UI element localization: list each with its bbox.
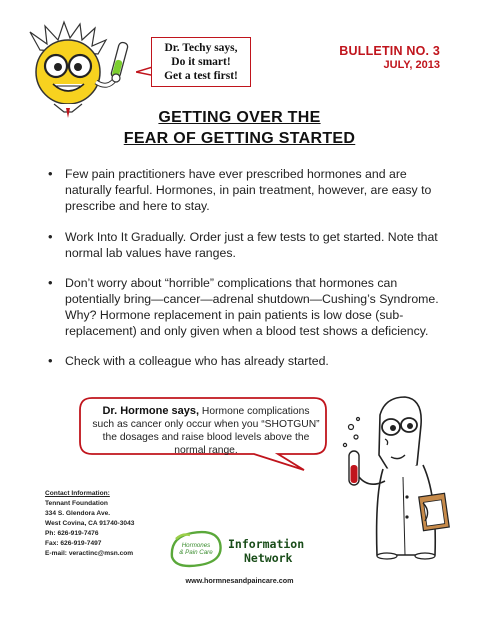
contact-information [45,489,165,559]
bulletin-header [320,44,440,71]
website-url: www.hormnesandpaincare.com [185,576,294,585]
title-line-1: GETTING OVER THE [158,109,321,126]
bulletin-date: JULY, 2013 [383,59,440,71]
techy-line-3: Get a test first! [164,70,238,82]
list-item: • Check with a colleague who has already started. [48,353,448,369]
techy-line-1: Dr. Techy says, [164,42,238,54]
bullet-list [48,166,448,383]
contact-line: 334 S. Glendora Ave. [45,510,111,517]
dr-hormone-text [91,405,321,457]
logo-text [176,542,216,556]
contact-line: E-mail: veractinc@msn.com [45,550,134,557]
list-item: • Don’t worry about “horrible” complications that hormones can potentially bring—cancer—adrenal shutdown—Cushing’s Syndrome. Why? Hormone replacement in pain patients is low dose (sub-replacement) and only given when a blood test shows a deficiency. [48,275,448,339]
dr-techy-speech-box [151,37,251,87]
contact-heading: Contact Information: [45,490,110,497]
dr-hormone-message: Hormone complications such as cancer only occur when you “SHOTGUN” the dosages and raise blood levels above the normal range. [92,406,320,456]
network-line-2: Network [244,551,293,565]
dr-hormone-label: Dr. Hormone says, [102,405,200,417]
title-line-2: FEAR OF GETTING STARTED [123,130,356,147]
information-network-title [228,537,348,565]
page-title [0,107,479,149]
dr-hormone-illustration [325,385,460,560]
contact-line: West Covina, CA 91740-3043 [45,520,135,527]
contact-line: Tennant Foundation [45,500,108,507]
network-line-1: Information [228,537,305,551]
techy-line-2: Do it smart! [171,56,231,68]
logo-line-1: Hormones [181,542,211,549]
contact-line: Fax: 626-919-7497 [45,540,102,547]
contact-line: Ph: 626-919-7476 [45,530,99,537]
bulletin-number: BULLETIN NO. 3 [339,44,440,58]
logo-line-2: & Pain Care [179,549,213,556]
list-item: • Few pain practitioners have ever prescribed hormones and are naturally fearful. Hormones, in pain treatment, however, are easy to prescribe and here to stay. [48,166,448,214]
list-item: • Work Into It Gradually. Order just a few tests to get started. Note that normal lab values have ranges. [48,229,448,261]
dr-techy-illustration [20,20,150,120]
